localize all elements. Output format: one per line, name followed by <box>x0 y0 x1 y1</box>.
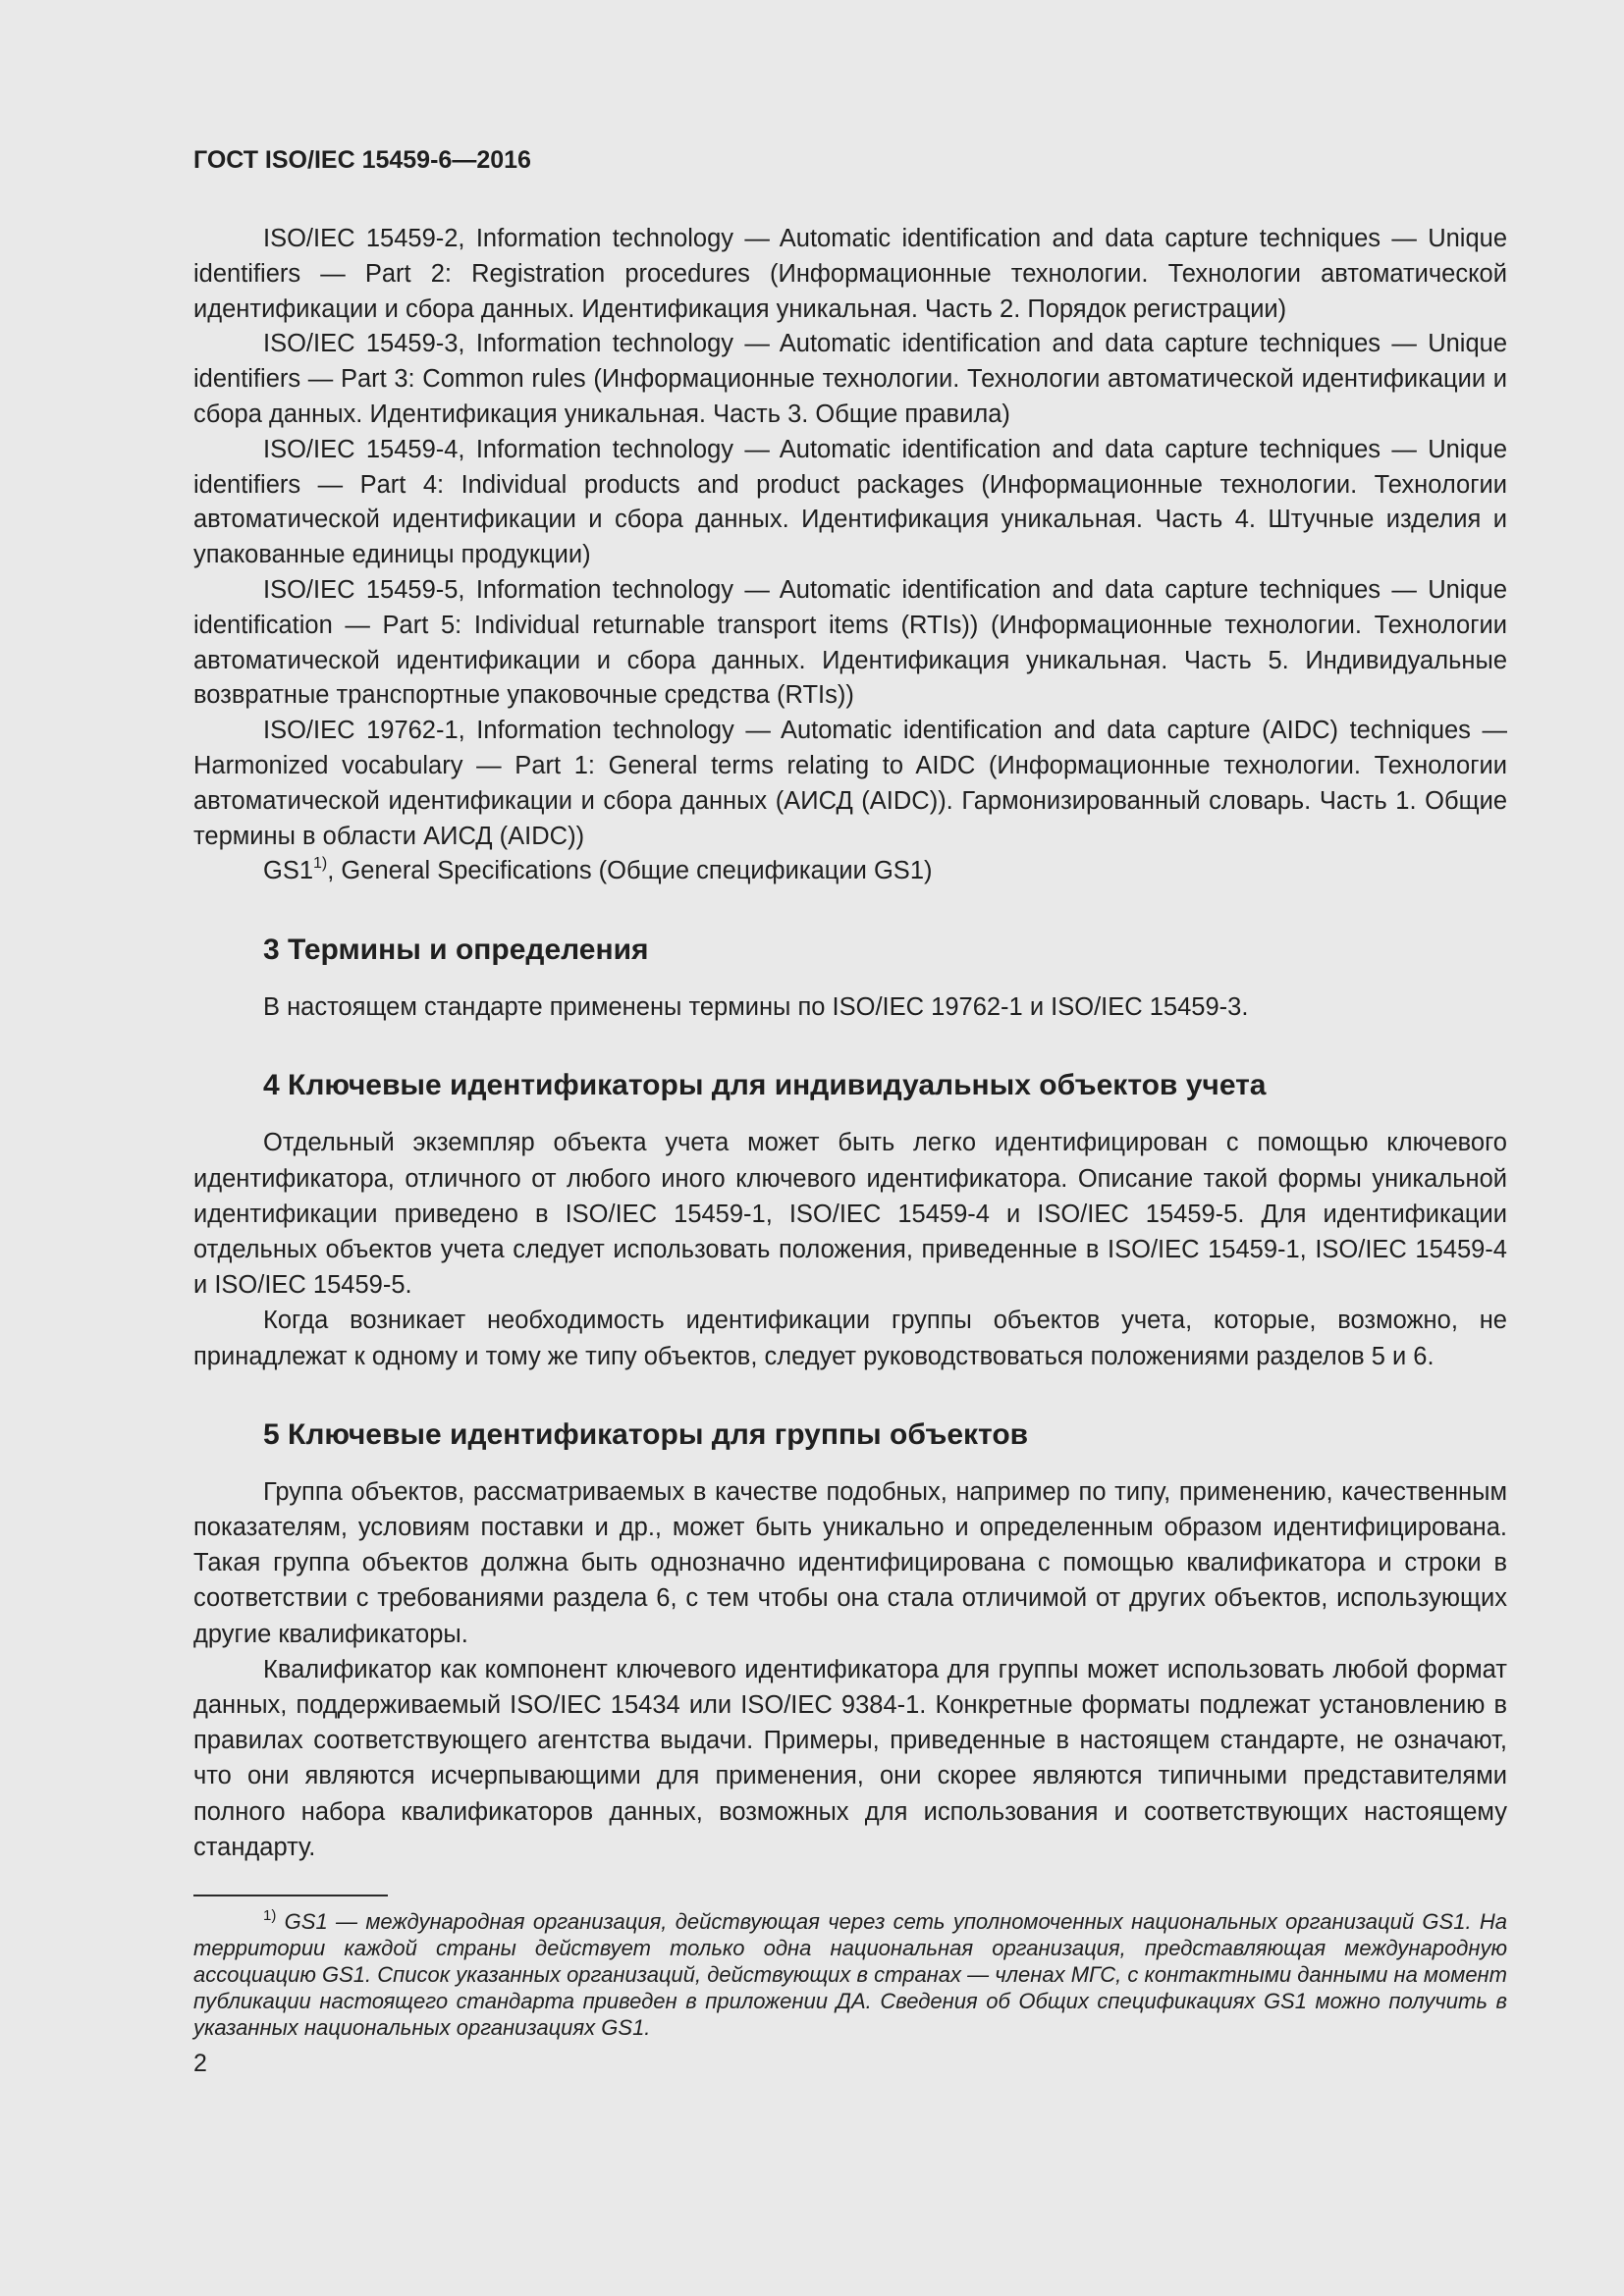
page-number: 2 <box>193 2050 207 2077</box>
footnote <box>193 1908 1507 2041</box>
document-page <box>193 145 1507 2078</box>
footnote-text: GS1 — международная организация, действующая через сеть уполномоченных национальных организаций GS1. На территории каждой страны действует только одна национальная организация, представляющая международную ассоциацию GS1. Список указанных организаций, действующих в странах — членах МГС, с контактными данными на момент публикации настоящего стандарта приведен в приложении ДА. Сведения об Общих спецификациях GS1 можно получить в указанных национальных организациях GS1. <box>193 1909 1507 2040</box>
footnote-number: 1) <box>263 1907 277 1924</box>
section-3-heading: 3 Термины и определения <box>263 934 649 967</box>
section-4-paragraph: Когда возникает необходимость идентификации группы объектов учета, которые, возможно, не принадлежат к одному и тому же типу объектов, следует руководствоваться положениями разделов 5 и 6. <box>193 1307 1507 1370</box>
reference-item-gs1 <box>193 854 1507 889</box>
footnote-divider <box>193 1895 388 1896</box>
section-5-heading: 5 Ключевые идентификаторы для группы объектов <box>263 1417 1029 1451</box>
document-header: ГОСТ ISO/IEC 15459-6—2016 <box>193 146 531 174</box>
gs1-ref-text: , General Specifications (Общие спецификации GS1) <box>327 857 933 885</box>
section-4-heading: 4 Ключевые идентификаторы для индивидуальных объектов учета <box>263 1069 1267 1102</box>
reference-item: ISO/IEC 15459-3, Information technology — Automatic identification and data capture techniques — Unique identifiers — Part 3: Common rules (Информационные технологии. Технологии автоматической идентификации и сбора данных. Идентификация уникальная. Часть 3. Общие правила) <box>193 330 1507 428</box>
section-3-paragraph: В настоящем стандарте применены термины по ISO/IEC 19762-1 и ISO/IEC 15459-3. <box>263 993 1249 1022</box>
section-5-paragraph: Группа объектов, рассматриваемых в качестве подобных, например по типу, применению, качественным показателям, условиям поставки и др., может быть уникально и определенным образом идентифицирована. Такая группа объектов должна быть однозначно идентифицирована с помощью квалификатора и строки в соответствии с требованиями раздела 6, с тем чтобы она стала отличимой от других объектов, использующих другие квалификаторы. <box>193 1477 1507 1648</box>
section-4-paragraph: Отдельный экземпляр объекта учета может быть легко идентифицирован с помощью ключевого идентификатора, отличного от любого иного ключевого идентификатора. Описание такой формы уникальной идентификации приведено в ISO/IEC 15459-1, ISO/IEC 15459-4 и ISO/IEC 15459-5. Для идентификации отдельных объектов учета следует использовать положения, приведенные в ISO/IEC 15459-1, ISO/IEC 15459-4 и ISO/IEC 15459-5. <box>193 1129 1507 1300</box>
reference-item: ISO/IEC 15459-4, Information technology — Automatic identification and data capture techniques — Unique identifiers — Part 4: Individual products and product packages (Информационные технологии. Технологии автоматической идентификации и сбора данных. Идентификация уникальная. Часть 4. Штучные изделия и упакованные единицы продукции) <box>193 435 1507 569</box>
section-5-paragraph: Квалификатор как компонент ключевого идентификатора для группы может использовать любой формат данных, поддерживаемый ISO/IEC 15434 или ISO/IEC 9384-1. Конкретные форматы подлежат установлению в правилах соответствующего агентства выдачи. Примеры, приведенные в настоящем стандарте, не означают, что они являются исчерпывающими для применения, они скорее являются типичными представителями полного набора квалификаторов данных, возможных для использования и соответствующих настоящему стандарту. <box>193 1655 1507 1861</box>
footnote-mark: 1) <box>313 855 328 873</box>
references-list <box>193 222 1507 889</box>
reference-item: ISO/IEC 15459-5, Information technology — Automatic identification and data capture techniques — Unique identification — Part 5: Individual returnable transport items (RTIs)) (Информационные технологии. Технологии автоматической идентификации и сбора данных. Идентификация уникальная. Часть 5. Индивидуальные возвратные транспортные упаковочные средства (RTIs)) <box>193 575 1507 710</box>
reference-item: ISO/IEC 19762-1, Information technology — Automatic identification and data capture (AIDC) techniques — Harmonized vocabulary — Part 1: General terms relating to AIDC (Информационные технологии. Технологии автоматической идентификации и сбора данных (АИСД (AIDC)). Гармонизированный словарь. Часть 1. Общие термины в области АИСД (AIDC)) <box>193 717 1507 850</box>
reference-item: ISO/IEC 15459-2, Information technology — Automatic identification and data capture techniques — Unique identifiers — Part 2: Registration procedures (Информационные технологии. Технологии автоматической идентификации и сбора данных. Идентификация уникальная. Часть 2. Порядок регистрации) <box>193 225 1507 323</box>
gs1-name: GS1 <box>263 857 314 885</box>
